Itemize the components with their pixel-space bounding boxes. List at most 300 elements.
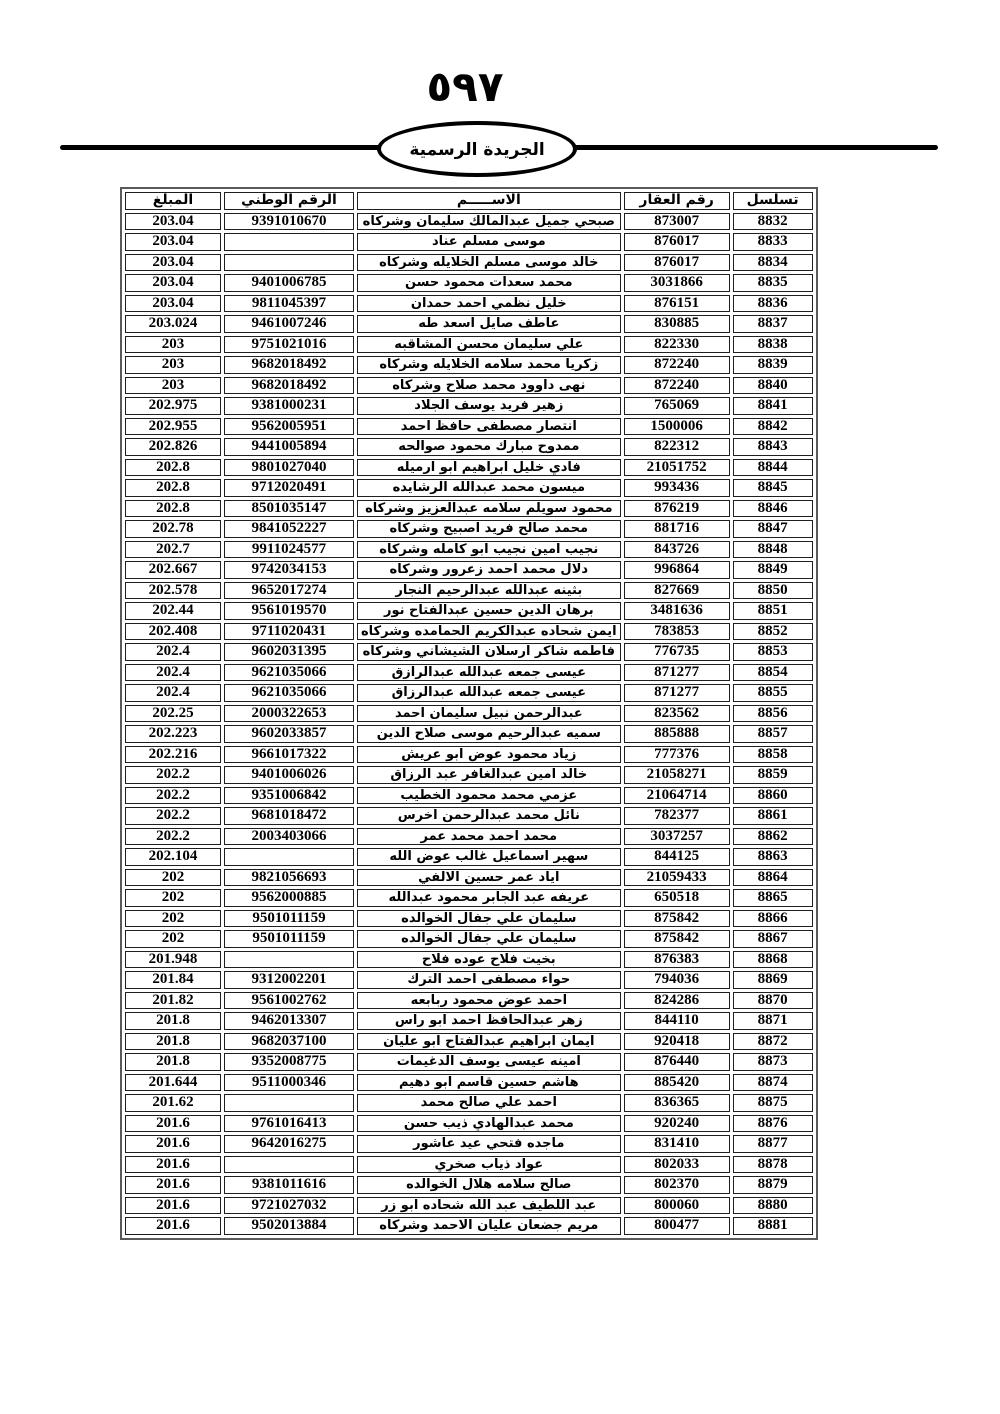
name-cell: موسى مسلم عناد — [357, 233, 621, 251]
property-number-cell: 996864 — [624, 561, 730, 579]
amount-cell: 202.7 — [125, 541, 221, 559]
table-row — [125, 377, 813, 395]
property-number-cell: 21051752 — [624, 459, 730, 477]
property-number-cell: 765069 — [624, 397, 730, 415]
name-cell: محمد صالح فريد اصبيح وشركاه — [357, 520, 621, 538]
amount-cell: 202.25 — [125, 705, 221, 723]
table-row — [125, 807, 813, 825]
table-row — [125, 787, 813, 805]
serial-cell: 8849 — [733, 561, 813, 579]
table-row — [125, 889, 813, 907]
name-cell: نهى داوود محمد صلاح وشركاه — [357, 377, 621, 395]
serial-cell: 8855 — [733, 684, 813, 702]
table-row — [125, 1094, 813, 1112]
national-number-cell: 9621035066 — [224, 684, 354, 702]
gazette-banner-title: الجريدة الرسمية — [409, 140, 545, 160]
table-row — [125, 1115, 813, 1133]
serial-cell: 8879 — [733, 1176, 813, 1194]
amount-cell: 203 — [125, 377, 221, 395]
national-number-cell: 2003403066 — [224, 828, 354, 846]
national-number-cell — [224, 1094, 354, 1112]
serial-cell: 8838 — [733, 336, 813, 354]
name-cell: عبد اللطيف عبد الله شحاده ابو زر — [357, 1197, 621, 1215]
serial-cell: 8834 — [733, 254, 813, 272]
national-number-cell: 9562005951 — [224, 418, 354, 436]
amount-cell: 201.6 — [125, 1135, 221, 1153]
amount-cell: 203.04 — [125, 254, 221, 272]
table-row — [125, 1176, 813, 1194]
national-number-cell: 9381000231 — [224, 397, 354, 415]
serial-cell: 8864 — [733, 869, 813, 887]
name-cell: هاشم حسين قاسم ابو دهيم — [357, 1074, 621, 1092]
national-number-cell: 9751021016 — [224, 336, 354, 354]
property-number-cell: 920418 — [624, 1033, 730, 1051]
amount-cell: 202.955 — [125, 418, 221, 436]
name-cell: خالد موسى مسلم الخلايله وشركاه — [357, 254, 621, 272]
property-number-cell: 650518 — [624, 889, 730, 907]
table-row — [125, 479, 813, 497]
name-cell: عبدالرحمن نبيل سليمان احمد — [357, 705, 621, 723]
serial-cell: 8876 — [733, 1115, 813, 1133]
table-row — [125, 274, 813, 292]
amount-cell: 202.408 — [125, 623, 221, 641]
amount-cell: 203 — [125, 356, 221, 374]
serial-cell: 8870 — [733, 992, 813, 1010]
name-cell: علي سليمان محسن المشاقبه — [357, 336, 621, 354]
table-row — [125, 397, 813, 415]
table-row — [125, 1217, 813, 1235]
property-number-cell: 822312 — [624, 438, 730, 456]
name-cell: احمد علي صالح محمد — [357, 1094, 621, 1112]
property-number-cell: 21058271 — [624, 766, 730, 784]
property-number-cell: 782377 — [624, 807, 730, 825]
serial-cell: 8857 — [733, 725, 813, 743]
national-number-cell — [224, 254, 354, 272]
property-number-cell: 872240 — [624, 377, 730, 395]
amount-cell: 201.62 — [125, 1094, 221, 1112]
table-row — [125, 848, 813, 866]
property-number-cell: 920240 — [624, 1115, 730, 1133]
property-number-cell: 876383 — [624, 951, 730, 969]
name-cell: ايمن شحاده عبدالكريم الحمامده وشركاه — [357, 623, 621, 641]
property-number-cell: 871277 — [624, 664, 730, 682]
national-number-cell: 9441005894 — [224, 438, 354, 456]
serial-cell: 8840 — [733, 377, 813, 395]
property-number-cell: 822330 — [624, 336, 730, 354]
property-number-cell: 831410 — [624, 1135, 730, 1153]
national-number-cell: 9712020491 — [224, 479, 354, 497]
serial-cell: 8843 — [733, 438, 813, 456]
table-row — [125, 1135, 813, 1153]
amount-cell: 201.948 — [125, 951, 221, 969]
amount-cell: 202.8 — [125, 500, 221, 518]
table-row — [125, 1156, 813, 1174]
amount-cell: 203.04 — [125, 295, 221, 313]
serial-cell: 8880 — [733, 1197, 813, 1215]
amount-cell: 201.8 — [125, 1053, 221, 1071]
national-number-cell: 9801027040 — [224, 459, 354, 477]
amount-cell: 201.8 — [125, 1033, 221, 1051]
name-cell: برهان الدين حسين عبدالفتاح نور — [357, 602, 621, 620]
serial-cell: 8877 — [733, 1135, 813, 1153]
name-cell: احمد عوض محمود ربابعه — [357, 992, 621, 1010]
property-number-cell: 843726 — [624, 541, 730, 559]
national-number-cell: 9401006785 — [224, 274, 354, 292]
name-cell: محمود سويلم سلامه عبدالعزيز وشركاه — [357, 500, 621, 518]
national-number-cell: 9391010670 — [224, 213, 354, 231]
amount-cell: 203.04 — [125, 274, 221, 292]
amount-cell: 201.82 — [125, 992, 221, 1010]
national-number-cell: 9681018472 — [224, 807, 354, 825]
serial-cell: 8833 — [733, 233, 813, 251]
table-row — [125, 746, 813, 764]
table-row — [125, 418, 813, 436]
national-number-cell: 9821056693 — [224, 869, 354, 887]
amount-cell: 201.6 — [125, 1217, 221, 1235]
national-number-cell: 9911024577 — [224, 541, 354, 559]
property-number-cell: 824286 — [624, 992, 730, 1010]
national-number-cell: 9501011159 — [224, 930, 354, 948]
property-number-cell: 800060 — [624, 1197, 730, 1215]
name-cell: محمد سعدات محمود حسن — [357, 274, 621, 292]
serial-cell: 8863 — [733, 848, 813, 866]
serial-cell: 8847 — [733, 520, 813, 538]
national-number-cell: 9351006842 — [224, 787, 354, 805]
amount-cell: 201.6 — [125, 1156, 221, 1174]
national-number-cell: 9652017274 — [224, 582, 354, 600]
amount-cell: 203.04 — [125, 213, 221, 231]
amount-cell: 201.6 — [125, 1176, 221, 1194]
national-number-cell: 9511000346 — [224, 1074, 354, 1092]
property-number-cell: 871277 — [624, 684, 730, 702]
header-amount: المبلغ — [125, 192, 221, 210]
gazette-table-body — [125, 213, 813, 1235]
gazette-table — [120, 187, 818, 1240]
property-number-cell: 875842 — [624, 910, 730, 928]
national-number-cell — [224, 1156, 354, 1174]
serial-cell: 8859 — [733, 766, 813, 784]
amount-cell: 203 — [125, 336, 221, 354]
table-row — [125, 951, 813, 969]
table-row — [125, 438, 813, 456]
national-number-cell: 9501011159 — [224, 910, 354, 928]
serial-cell: 8832 — [733, 213, 813, 231]
name-cell: عاطف صايل اسعد طه — [357, 315, 621, 333]
property-number-cell: 875842 — [624, 930, 730, 948]
national-number-cell: 9352008775 — [224, 1053, 354, 1071]
amount-cell: 201.644 — [125, 1074, 221, 1092]
amount-cell: 202.223 — [125, 725, 221, 743]
table-row — [125, 828, 813, 846]
name-cell: فادي خليل ابراهيم ابو ارميله — [357, 459, 621, 477]
serial-cell: 8845 — [733, 479, 813, 497]
property-number-cell: 823562 — [624, 705, 730, 723]
amount-cell: 202.2 — [125, 807, 221, 825]
serial-cell: 8881 — [733, 1217, 813, 1235]
name-cell: صالح سلامه هلال الخوالده — [357, 1176, 621, 1194]
national-number-cell: 9621035066 — [224, 664, 354, 682]
national-number-cell: 9381011616 — [224, 1176, 354, 1194]
table-row — [125, 869, 813, 887]
amount-cell: 201.6 — [125, 1197, 221, 1215]
name-cell: بثينه عبدالله عبدالرحيم النجار — [357, 582, 621, 600]
amount-cell: 203.024 — [125, 315, 221, 333]
table-row — [125, 520, 813, 538]
table-row — [125, 500, 813, 518]
national-number-cell: 9642016275 — [224, 1135, 354, 1153]
national-number-cell: 9682018492 — [224, 356, 354, 374]
amount-cell: 202 — [125, 889, 221, 907]
table-row — [125, 602, 813, 620]
property-number-cell: 802033 — [624, 1156, 730, 1174]
table-row — [125, 561, 813, 579]
amount-cell: 202.216 — [125, 746, 221, 764]
name-cell: زياد محمود عوض ابو عريش — [357, 746, 621, 764]
property-number-cell: 21059433 — [624, 869, 730, 887]
name-cell: فاطمه شاكر ارسلان الشيشاني وشركاه — [357, 643, 621, 661]
serial-cell: 8836 — [733, 295, 813, 313]
amount-cell: 202.667 — [125, 561, 221, 579]
amount-cell: 202.578 — [125, 582, 221, 600]
property-number-cell: 3481636 — [624, 602, 730, 620]
name-cell: محمد احمد محمد عمر — [357, 828, 621, 846]
name-cell: سليمان علي جفال الخوالده — [357, 930, 621, 948]
table-row — [125, 643, 813, 661]
header-serial: تسلسل — [733, 192, 813, 210]
property-number-cell: 776735 — [624, 643, 730, 661]
name-cell: ممدوح مبارك محمود صوالحه — [357, 438, 621, 456]
serial-cell: 8860 — [733, 787, 813, 805]
serial-cell: 8846 — [733, 500, 813, 518]
amount-cell: 203.04 — [125, 233, 221, 251]
table-row — [125, 213, 813, 231]
table-row — [125, 971, 813, 989]
national-number-cell: 9502013884 — [224, 1217, 354, 1235]
amount-cell: 202.4 — [125, 643, 221, 661]
amount-cell: 201.6 — [125, 1115, 221, 1133]
national-number-cell: 9312002201 — [224, 971, 354, 989]
serial-cell: 8837 — [733, 315, 813, 333]
national-number-cell: 9841052227 — [224, 520, 354, 538]
property-number-cell: 783853 — [624, 623, 730, 641]
name-cell: عزمي محمد محمود الخطيب — [357, 787, 621, 805]
name-cell: اياد عمر حسين الالفي — [357, 869, 621, 887]
table-row — [125, 992, 813, 1010]
property-number-cell: 802370 — [624, 1176, 730, 1194]
property-number-cell: 873007 — [624, 213, 730, 231]
serial-cell: 8874 — [733, 1074, 813, 1092]
table-row — [125, 356, 813, 374]
property-number-cell: 881716 — [624, 520, 730, 538]
amount-cell: 202.78 — [125, 520, 221, 538]
serial-cell: 8841 — [733, 397, 813, 415]
table-row — [125, 664, 813, 682]
table-row — [125, 1012, 813, 1030]
table-row — [125, 910, 813, 928]
property-number-cell: 844110 — [624, 1012, 730, 1030]
name-cell: عيسى جمعه عبدالله عبدالرزاق — [357, 684, 621, 702]
name-cell: عواد ذياب صخري — [357, 1156, 621, 1174]
property-number-cell: 876440 — [624, 1053, 730, 1071]
table-row — [125, 541, 813, 559]
serial-cell: 8869 — [733, 971, 813, 989]
name-cell: خليل نظمي احمد حمدان — [357, 295, 621, 313]
serial-cell: 8844 — [733, 459, 813, 477]
amount-cell: 202 — [125, 930, 221, 948]
amount-cell: 202 — [125, 869, 221, 887]
amount-cell: 202.975 — [125, 397, 221, 415]
property-number-cell: 794036 — [624, 971, 730, 989]
national-number-cell: 9682037100 — [224, 1033, 354, 1051]
name-cell: دلال محمد احمد زعرور وشركاه — [357, 561, 621, 579]
table-row — [125, 582, 813, 600]
table-row — [125, 766, 813, 784]
serial-cell: 8842 — [733, 418, 813, 436]
serial-cell: 8850 — [733, 582, 813, 600]
national-number-cell: 9562000885 — [224, 889, 354, 907]
national-number-cell: 8501035147 — [224, 500, 354, 518]
national-number-cell: 9462013307 — [224, 1012, 354, 1030]
page-number: ٥٩٧ — [426, 65, 504, 111]
property-number-cell: 830885 — [624, 315, 730, 333]
amount-cell: 201.8 — [125, 1012, 221, 1030]
national-number-cell: 2000322653 — [224, 705, 354, 723]
name-cell: ميسون محمد عبدالله الرشايده — [357, 479, 621, 497]
name-cell: سهير اسماعيل غالب عوض الله — [357, 848, 621, 866]
amount-cell: 202.4 — [125, 664, 221, 682]
national-number-cell: 9561019570 — [224, 602, 354, 620]
serial-cell: 8853 — [733, 643, 813, 661]
national-number-cell: 9711020431 — [224, 623, 354, 641]
serial-cell: 8835 — [733, 274, 813, 292]
property-number-cell: 876017 — [624, 254, 730, 272]
serial-cell: 8856 — [733, 705, 813, 723]
serial-cell: 8839 — [733, 356, 813, 374]
amount-cell: 202.2 — [125, 828, 221, 846]
national-number-cell — [224, 233, 354, 251]
amount-cell: 202.8 — [125, 459, 221, 477]
table-row — [125, 1033, 813, 1051]
table-row — [125, 295, 813, 313]
national-number-cell: 9401006026 — [224, 766, 354, 784]
amount-cell: 202.4 — [125, 684, 221, 702]
property-number-cell: 3037257 — [624, 828, 730, 846]
serial-cell: 8851 — [733, 602, 813, 620]
name-cell: محمد عبدالهادي ذيب حسن — [357, 1115, 621, 1133]
serial-cell: 8871 — [733, 1012, 813, 1030]
name-cell: صبحي جميل عبدالمالك سليمان وشركاه — [357, 213, 621, 231]
table-row — [125, 1197, 813, 1215]
serial-cell: 8865 — [733, 889, 813, 907]
table-row — [125, 459, 813, 477]
table-header-row — [125, 192, 813, 210]
table-row — [125, 725, 813, 743]
amount-cell: 202.2 — [125, 787, 221, 805]
property-number-cell: 993436 — [624, 479, 730, 497]
national-number-cell: 9811045397 — [224, 295, 354, 313]
serial-cell: 8867 — [733, 930, 813, 948]
serial-cell: 8873 — [733, 1053, 813, 1071]
table-row — [125, 1074, 813, 1092]
name-cell: امينه عيسى يوسف الدغيمات — [357, 1053, 621, 1071]
table-row — [125, 930, 813, 948]
national-number-cell: 9461007246 — [224, 315, 354, 333]
amount-cell: 202.826 — [125, 438, 221, 456]
table-row — [125, 233, 813, 251]
property-number-cell: 827669 — [624, 582, 730, 600]
table-row — [125, 315, 813, 333]
gazette-banner-ellipse — [377, 121, 577, 177]
name-cell: نجيب امين نجيب ابو كامله وشركاه — [357, 541, 621, 559]
property-number-cell: 3031866 — [624, 274, 730, 292]
name-cell: خالد امين عبدالغافر عبد الرزاق — [357, 766, 621, 784]
amount-cell: 202.2 — [125, 766, 221, 784]
header-property-number: رقم العقار — [624, 192, 730, 210]
name-cell: مريم جضعان عليان الاحمد وشركاه — [357, 1217, 621, 1235]
header-name: الاســـــم — [357, 192, 621, 210]
amount-cell: 202.104 — [125, 848, 221, 866]
property-number-cell: 876017 — [624, 233, 730, 251]
amount-cell: 202 — [125, 910, 221, 928]
property-number-cell: 876219 — [624, 500, 730, 518]
name-cell: حواء مصطفى احمد الترك — [357, 971, 621, 989]
table-row — [125, 254, 813, 272]
serial-cell: 8872 — [733, 1033, 813, 1051]
table-row — [125, 336, 813, 354]
name-cell: زكريا محمد سلامه الخلايله وشركاه — [357, 356, 621, 374]
serial-cell: 8854 — [733, 664, 813, 682]
property-number-cell: 885420 — [624, 1074, 730, 1092]
property-number-cell: 21064714 — [624, 787, 730, 805]
national-number-cell: 9721027032 — [224, 1197, 354, 1215]
header-national-number: الرقم الوطني — [224, 192, 354, 210]
national-number-cell: 9742034153 — [224, 561, 354, 579]
table-row — [125, 623, 813, 641]
serial-cell: 8852 — [733, 623, 813, 641]
property-number-cell: 844125 — [624, 848, 730, 866]
amount-cell: 202.44 — [125, 602, 221, 620]
name-cell: ايمان ابراهيم عبدالفتاح ابو عليان — [357, 1033, 621, 1051]
property-number-cell: 872240 — [624, 356, 730, 374]
name-cell: نائل محمد عبدالرحمن اخرس — [357, 807, 621, 825]
property-number-cell: 885888 — [624, 725, 730, 743]
name-cell: زهير فريد يوسف الجلاد — [357, 397, 621, 415]
table-row — [125, 705, 813, 723]
property-number-cell: 777376 — [624, 746, 730, 764]
national-number-cell: 9682018492 — [224, 377, 354, 395]
serial-cell: 8848 — [733, 541, 813, 559]
table-row — [125, 684, 813, 702]
property-number-cell: 836365 — [624, 1094, 730, 1112]
serial-cell: 8868 — [733, 951, 813, 969]
table-row — [125, 1053, 813, 1071]
national-number-cell: 9602033857 — [224, 725, 354, 743]
national-number-cell: 9602031395 — [224, 643, 354, 661]
name-cell: عيسى جمعه عبدالله عبدالرازق — [357, 664, 621, 682]
amount-cell: 202.8 — [125, 479, 221, 497]
serial-cell: 8866 — [733, 910, 813, 928]
name-cell: ماجده فتحي عيد عاشور — [357, 1135, 621, 1153]
serial-cell: 8878 — [733, 1156, 813, 1174]
property-number-cell: 876151 — [624, 295, 730, 313]
name-cell: عريفه عبد الجابر محمود عبدالله — [357, 889, 621, 907]
property-number-cell: 800477 — [624, 1217, 730, 1235]
name-cell: زهر عبدالحافظ احمد ابو راس — [357, 1012, 621, 1030]
name-cell: سليمان علي جفال الخوالده — [357, 910, 621, 928]
national-number-cell — [224, 951, 354, 969]
name-cell: سميه عبدالرحيم موسى صلاح الدين — [357, 725, 621, 743]
serial-cell: 8858 — [733, 746, 813, 764]
